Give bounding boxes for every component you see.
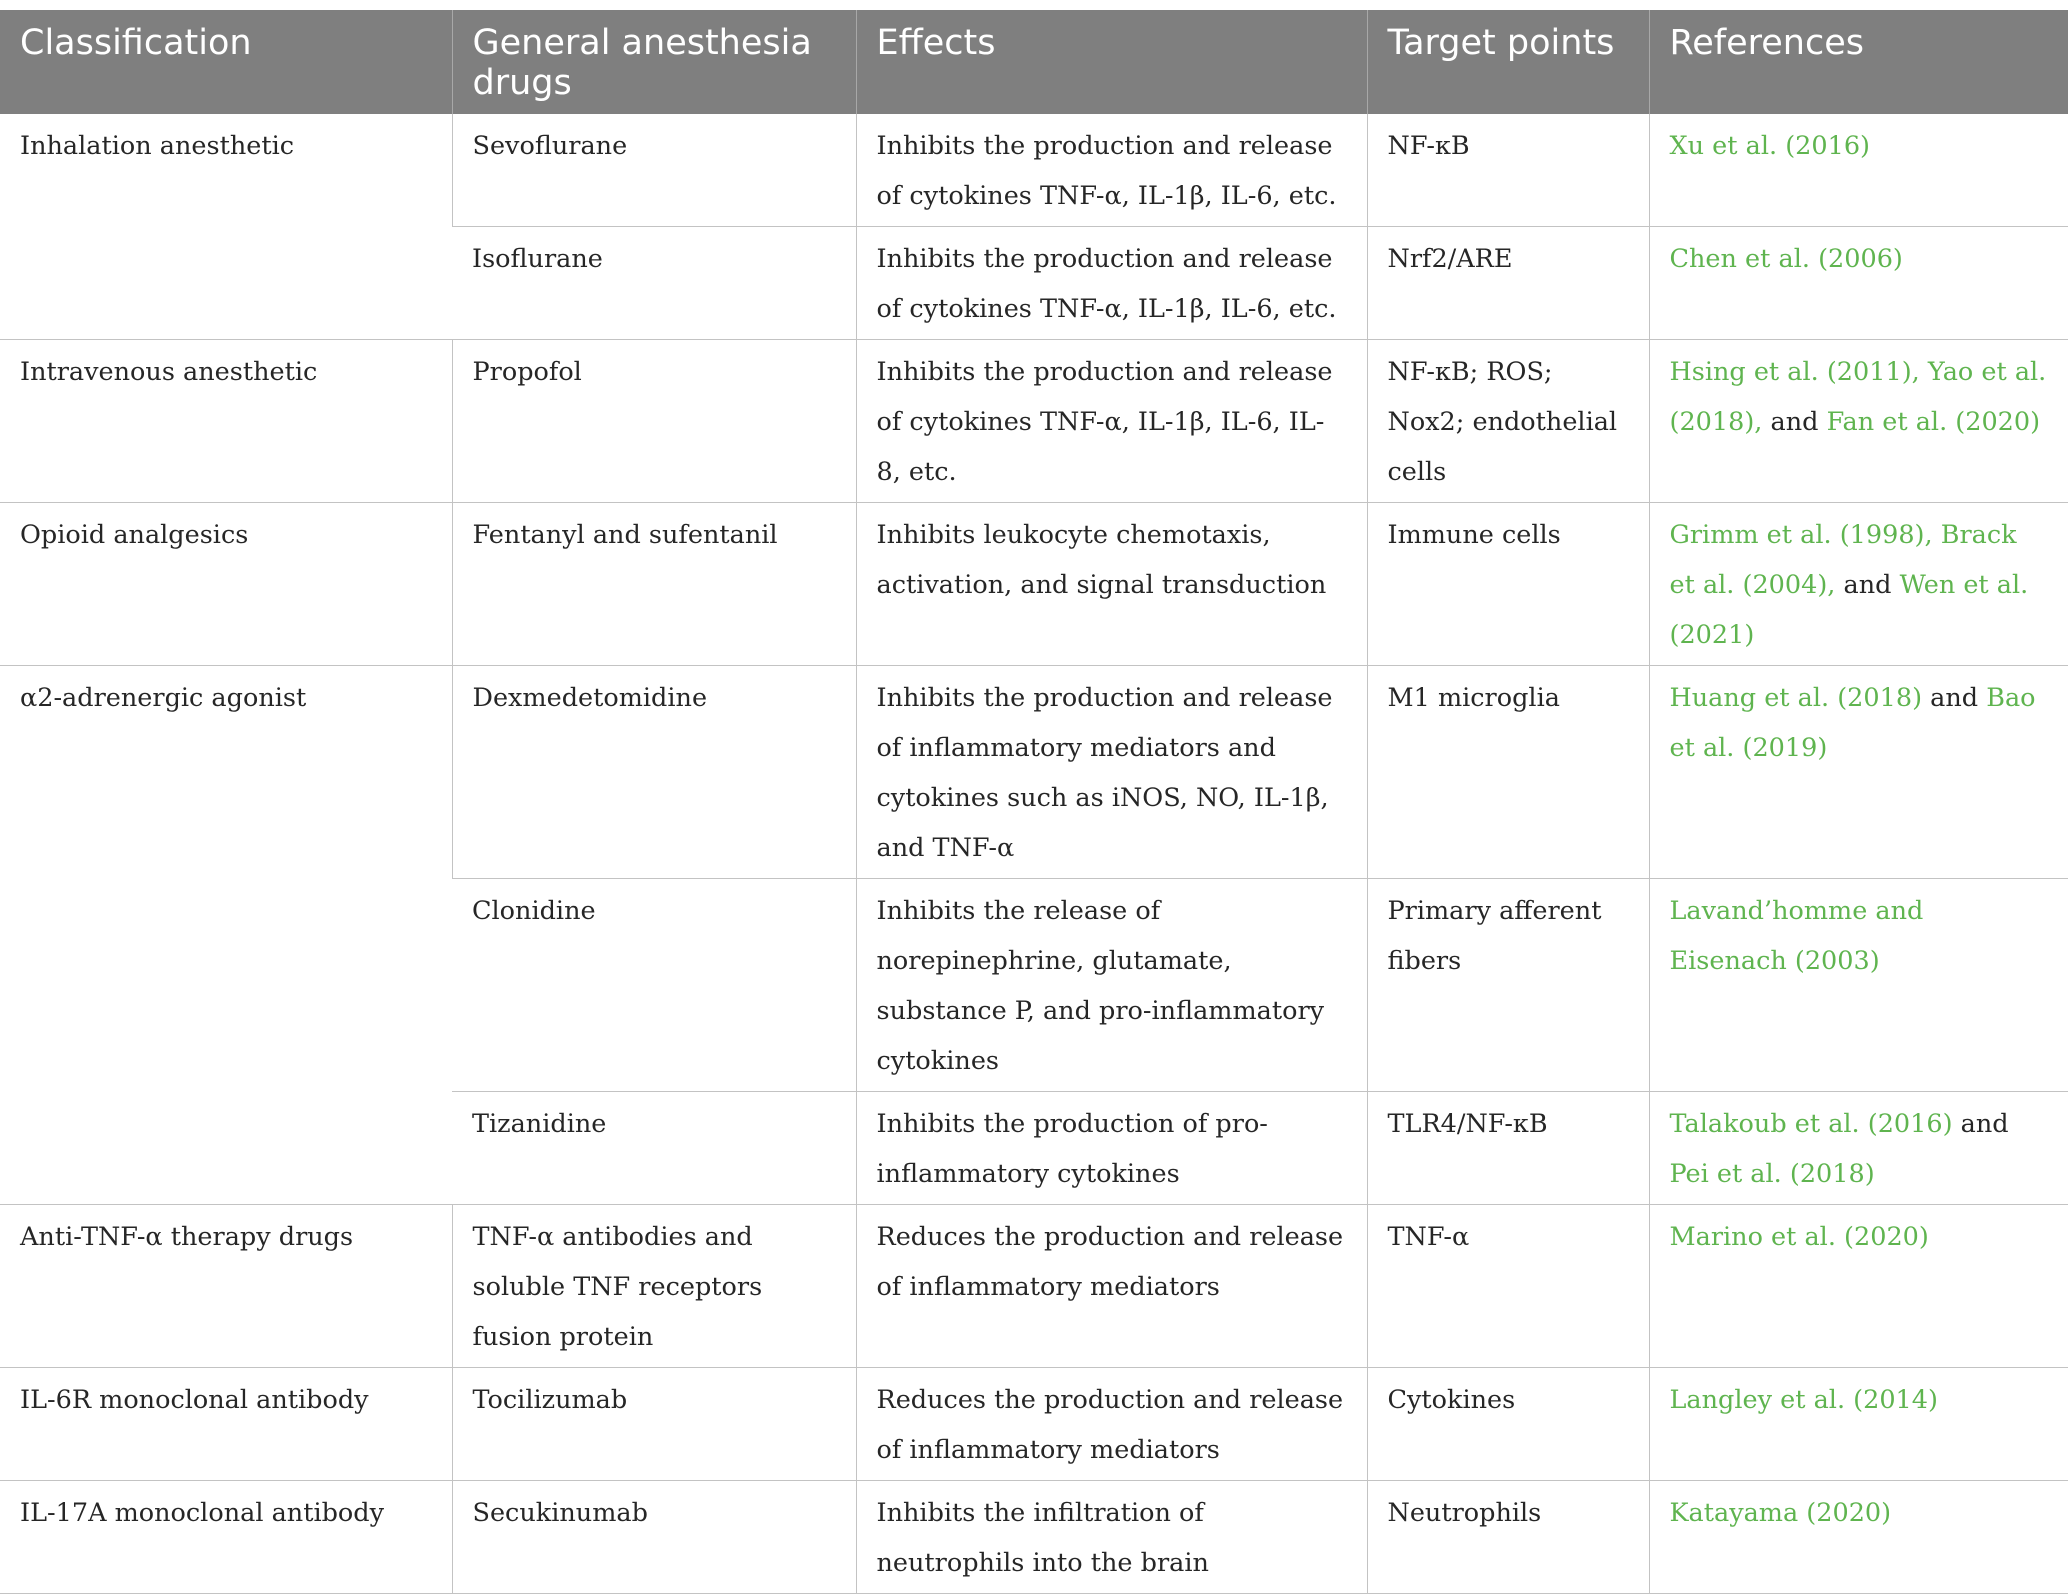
references-cell — [1649, 1205, 2068, 1368]
classification-cell: Anti-TNF-α therapy drugs — [0, 1205, 452, 1368]
target-cell: Immune cells — [1367, 503, 1649, 666]
effects-cell: Inhibits the release of norepinephrine, glutamate, substance P, and pro-inflammatory cytokines — [856, 879, 1367, 1092]
target-cell: TNF-α — [1367, 1205, 1649, 1368]
effects-cell: Reduces the production and release of inflammatory mediators — [856, 1368, 1367, 1481]
table-row — [0, 1205, 2068, 1368]
reference-joiner: and — [1835, 570, 1900, 600]
reference-link[interactable]: Yao et al. (2018), — [1669, 357, 2047, 437]
reference-link[interactable]: Chen et al. (2006) — [1669, 244, 1903, 274]
reference-link[interactable]: Xu et al. (2016) — [1669, 131, 1870, 161]
reference-link[interactable]: Wen et al. (2021) — [1669, 570, 2029, 650]
drug-cell: Tocilizumab — [452, 1368, 856, 1481]
header-target-points: Target points — [1367, 10, 1649, 114]
target-cell: M1 microglia — [1367, 666, 1649, 879]
anesthesia-drugs-table — [0, 10, 2068, 1594]
effects-cell: Reduces the production and release of inflammatory mediators — [856, 1205, 1367, 1368]
reference-link[interactable]: Bao et al. (2019) — [1669, 683, 2036, 763]
references-cell — [1649, 114, 2068, 227]
reference-link[interactable]: Katayama (2020) — [1669, 1498, 1892, 1528]
references-cell — [1649, 503, 2068, 666]
reference-link[interactable]: Hsing et al. (2011), — [1669, 357, 1920, 387]
references-cell — [1649, 1092, 2068, 1205]
table-row — [0, 1368, 2068, 1481]
effects-cell: Inhibits the production and release of inflammatory mediators and cytokines such as iNOS, NO, IL-1β, and TNF-α — [856, 666, 1367, 879]
effects-cell: Inhibits the infiltration of neutrophils into the brain — [856, 1481, 1367, 1594]
drug-cell: Fentanyl and sufentanil — [452, 503, 856, 666]
effects-cell: Inhibits leukocyte chemotaxis, activation, and signal transduction — [856, 503, 1367, 666]
references-cell — [1649, 879, 2068, 1092]
drug-cell: Clonidine — [452, 879, 856, 1092]
reference-joiner: and — [1952, 1109, 2009, 1139]
reference-joiner — [1933, 520, 1941, 550]
classification-cell: α2-adrenergic agonist — [0, 666, 452, 1205]
header-classification: Classification — [0, 10, 452, 114]
table-row — [0, 666, 2068, 879]
table-row — [0, 1481, 2068, 1594]
reference-link[interactable]: Talakoub et al. (2016) — [1669, 1109, 1953, 1139]
target-cell: TLR4/NF-κB — [1367, 1092, 1649, 1205]
reference-link[interactable]: Pei et al. (2018) — [1669, 1159, 1875, 1189]
target-cell: Primary afferent fibers — [1367, 879, 1649, 1092]
reference-joiner: and — [1922, 683, 1987, 713]
reference-link[interactable]: Huang et al. (2018) — [1669, 683, 1923, 713]
drug-cell: Tizanidine — [452, 1092, 856, 1205]
header-drugs: General anesthesia drugs — [452, 10, 856, 114]
drug-cell: Secukinumab — [452, 1481, 856, 1594]
drug-cell: Propofol — [452, 340, 856, 503]
header-row — [0, 10, 2068, 114]
classification-cell: Opioid analgesics — [0, 503, 452, 666]
table-row — [0, 503, 2068, 666]
classification-cell: Inhalation anesthetic — [0, 114, 452, 340]
drug-cell: Dexmedetomidine — [452, 666, 856, 879]
table-row — [0, 340, 2068, 503]
reference-link[interactable]: Marino et al. (2020) — [1669, 1222, 1929, 1252]
classification-cell: IL-17A monoclonal antibody — [0, 1481, 452, 1594]
reference-link[interactable]: Fan et al. (2020) — [1826, 407, 2041, 437]
effects-cell: Inhibits the production and release of cytokines TNF-α, IL-1β, IL-6, etc. — [856, 114, 1367, 227]
header-references: References — [1649, 10, 2068, 114]
table-header — [0, 10, 2068, 114]
reference-link[interactable]: Grimm et al. (1998), — [1669, 520, 1933, 550]
drug-cell: Isoflurane — [452, 227, 856, 340]
effects-cell: Inhibits the production and release of cytokines TNF-α, IL-1β, IL-6, etc. — [856, 227, 1367, 340]
header-effects: Effects — [856, 10, 1367, 114]
target-cell: Neutrophils — [1367, 1481, 1649, 1594]
reference-link[interactable]: Langley et al. (2014) — [1669, 1385, 1938, 1415]
references-cell — [1649, 227, 2068, 340]
effects-cell: Inhibits the production of pro-inflammatory cytokines — [856, 1092, 1367, 1205]
references-cell — [1649, 1368, 2068, 1481]
target-cell: Nrf2/ARE — [1367, 227, 1649, 340]
classification-cell: Intravenous anesthetic — [0, 340, 452, 503]
anesthesia-drugs-table-container — [0, 10, 2068, 1594]
target-cell: NF-κB — [1367, 114, 1649, 227]
table-body — [0, 114, 2068, 1594]
references-cell — [1649, 340, 2068, 503]
table-row — [0, 114, 2068, 227]
drug-cell: Sevoflurane — [452, 114, 856, 227]
reference-link[interactable]: Brack et al. (2004), — [1669, 520, 2017, 600]
references-cell — [1649, 666, 2068, 879]
drug-cell: TNF-α antibodies and soluble TNF receptors fusion protein — [452, 1205, 856, 1368]
reference-joiner — [1920, 357, 1928, 387]
reference-link[interactable]: Lavand’homme and Eisenach (2003) — [1669, 896, 1924, 976]
effects-cell: Inhibits the production and release of cytokines TNF-α, IL-1β, IL-6, IL-8, etc. — [856, 340, 1367, 503]
classification-cell: IL-6R monoclonal antibody — [0, 1368, 452, 1481]
references-cell — [1649, 1481, 2068, 1594]
target-cell: NF-κB; ROS; Nox2; endothelial cells — [1367, 340, 1649, 503]
reference-joiner: and — [1762, 407, 1827, 437]
target-cell: Cytokines — [1367, 1368, 1649, 1481]
